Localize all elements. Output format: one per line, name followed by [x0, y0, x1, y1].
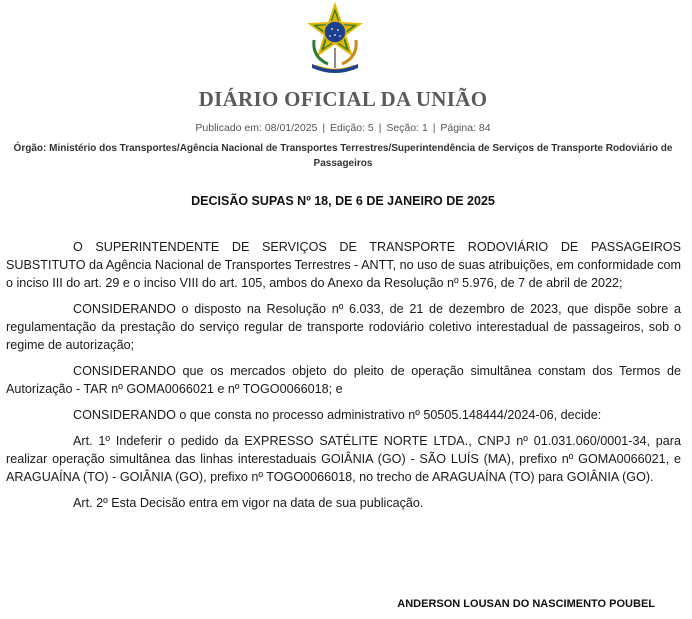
orgao-line: [10, 141, 676, 171]
body-paragraph: Art. 1º Indeferir o pedido da EXPRESSO SATÉLITE NORTE LTDA., CNPJ nº 01.031.060/0001-34, para realizar operação simultânea das linhas interestaduais GOIÂNIA (GO) - SÃO LUÍS (MA), prefixo nº GOMA0066021, e ARAGUAÍNA (TO) - GOIÂNIA (GO), prefixo nº TOGO0066018, no trecho de ARAGUAÍNA (TO) para GOIÂNIA (GO).: [6, 434, 681, 484]
body-paragraph: CONSIDERANDO que os mercados objeto do pleito de operação simultânea constam dos Termos de Autorização - TAR nº GOMA0066021 e nº TOGO0066018; e: [6, 364, 681, 396]
info-separator: |: [378, 122, 382, 134]
body-paragraph: CONSIDERANDO o disposto na Resolução nº 6.033, de 21 de dezembro de 2023, que dispõe sobre a regulamentação da prestação do serviço regular de transporte rodoviário coletivo interestadual de passageiros, sob o regime de autorização;: [6, 302, 681, 352]
document-title: DECISÃO SUPAS Nº 18, DE 6 DE JANEIRO DE 2025: [191, 194, 495, 208]
document-body: [6, 238, 681, 520]
section-number: Seção: 1: [386, 122, 428, 134]
masthead-title: DIÁRIO OFICIAL DA UNIÃO: [198, 87, 488, 111]
brazil-coat-of-arms-icon: [306, 2, 364, 74]
orgao-value: Ministério dos Transportes/Agência Nacional de Transportes Terrestres/Superintendência de Serviços de Transporte Rodoviário de Passageiros: [49, 143, 673, 169]
info-separator: |: [432, 122, 436, 134]
publication-info: [0, 122, 686, 134]
page-number: Página: 84: [440, 122, 491, 134]
body-paragraph: Art. 2º Esta Decisão entra em vigor na data de sua publicação.: [73, 496, 424, 510]
info-separator: |: [322, 122, 326, 134]
body-paragraph: CONSIDERANDO o que consta no processo administrativo nº 50505.148444/2024-06, decide:: [73, 408, 602, 422]
signature-name: ANDERSON LOUSAN DO NASCIMENTO POUBEL: [397, 598, 655, 610]
body-paragraph: O SUPERINTENDENTE DE SERVIÇOS DE TRANSPORTE RODOVIÁRIO DE PASSAGEIROS SUBSTITUTO da Agência Nacional de Transportes Terrestres - ANTT, no uso de suas atribuições, em conformidade com o inciso III do art. 29 e o inciso VIII do art. 105, ambos do Anexo da Resolução nº 5.976, de 7 de abril de 2022;: [6, 240, 682, 290]
edition-number: Edição: 5: [329, 122, 374, 134]
orgao-label: Órgão:: [13, 143, 47, 154]
published-date: Publicado em: 08/01/2025: [195, 122, 318, 134]
